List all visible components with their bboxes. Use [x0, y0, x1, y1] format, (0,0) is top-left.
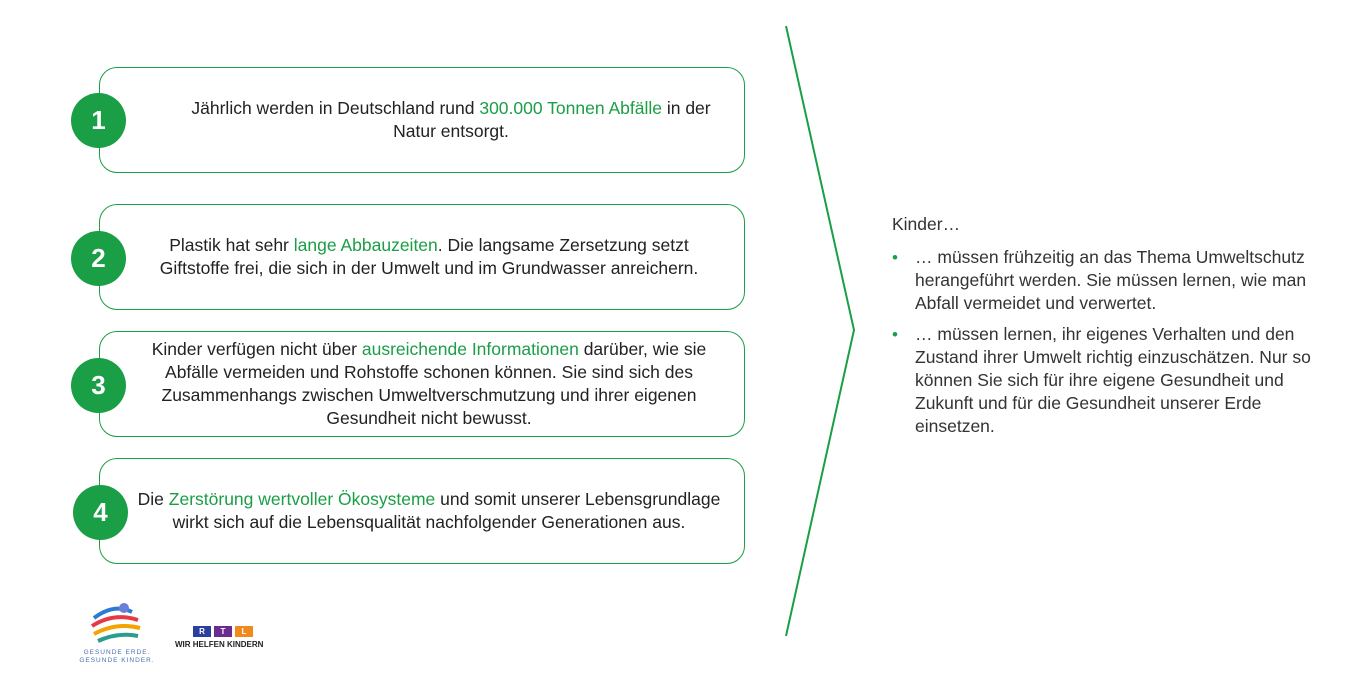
conclusion-item-2: [892, 323, 1337, 438]
card-2-highlight: lange Abbauzeiten: [293, 235, 438, 255]
card-1-text-after: in der Natur entsorgt.: [393, 98, 711, 141]
step-number-2: 2: [71, 231, 126, 286]
step-number-3: 3: [71, 358, 126, 413]
conclusion-list: [892, 246, 1337, 438]
conclusion-item-2-text: … müssen lernen, ihr eigenes Verhalten und den Zustand ihrer Umwelt richtig einzuschätzen. Nur so können Sie sich für ihre eigene Gesundheit und Zukunft und für die Gesundheit unserer Erde einsetzen.: [915, 324, 1311, 436]
card-4-text-before: Die: [137, 489, 169, 509]
card-2-text-before: Plastik hat sehr: [169, 235, 294, 255]
card-3-text-before: Kinder verfügen nicht über: [151, 339, 362, 359]
rtl-letter-t: T: [214, 626, 232, 637]
rtl-letter-l: L: [235, 626, 253, 637]
card-1-text-before: Jährlich werden in Deutschland rund: [191, 98, 480, 118]
gesunde-erde-logo-text: [74, 649, 160, 665]
conclusion-item-1-text: … müssen frühzeitig an das Thema Umweltschutz herangeführt werden. Sie müssen lernen, wie man Abfall vermeidet und verwertet.: [915, 247, 1307, 313]
step-number-1: 1: [71, 93, 126, 148]
card-3-highlight: ausreichende Informationen: [361, 339, 579, 359]
logo-line-1: GESUNDE ERDE.: [83, 649, 151, 656]
bullet-icon: •: [892, 248, 898, 267]
rtl-logo-icon: [193, 626, 253, 637]
conclusion-title: Kinder…: [892, 214, 961, 234]
card-4-highlight: Zerstörung wertvoller Ökosysteme: [168, 489, 436, 509]
card-3-text-after: darüber, wie sie Abfälle vermeiden und Rohstoffe schonen können. Sie sind sich des Zusammenhangs zwischen Umweltverschmutzung und ihrer eigenen Gesundheit nicht bewusst.: [161, 339, 707, 428]
conclusion-item-1: [892, 246, 1337, 315]
card-2-text-after: . Die langsame Zersetzung setzt Giftstoffe frei, die sich in der Umwelt und im Grundwasser anreichern.: [159, 235, 699, 278]
card-1-highlight: 300.000 Tonnen Abfälle: [479, 98, 662, 118]
rtl-letter-r: R: [193, 626, 211, 637]
rtl-caption: WIR HELFEN KINDERN: [175, 640, 264, 649]
card-4-text-after: und somit unserer Lebensgrundlage wirkt sich auf die Lebensqualität nachfolgender Generationen aus.: [172, 489, 721, 532]
bullet-icon: •: [892, 325, 898, 344]
logo-line-2: GESUNDE KINDER.: [79, 657, 155, 664]
step-number-4: 4: [73, 485, 128, 540]
conclusion-panel: [892, 213, 1337, 446]
